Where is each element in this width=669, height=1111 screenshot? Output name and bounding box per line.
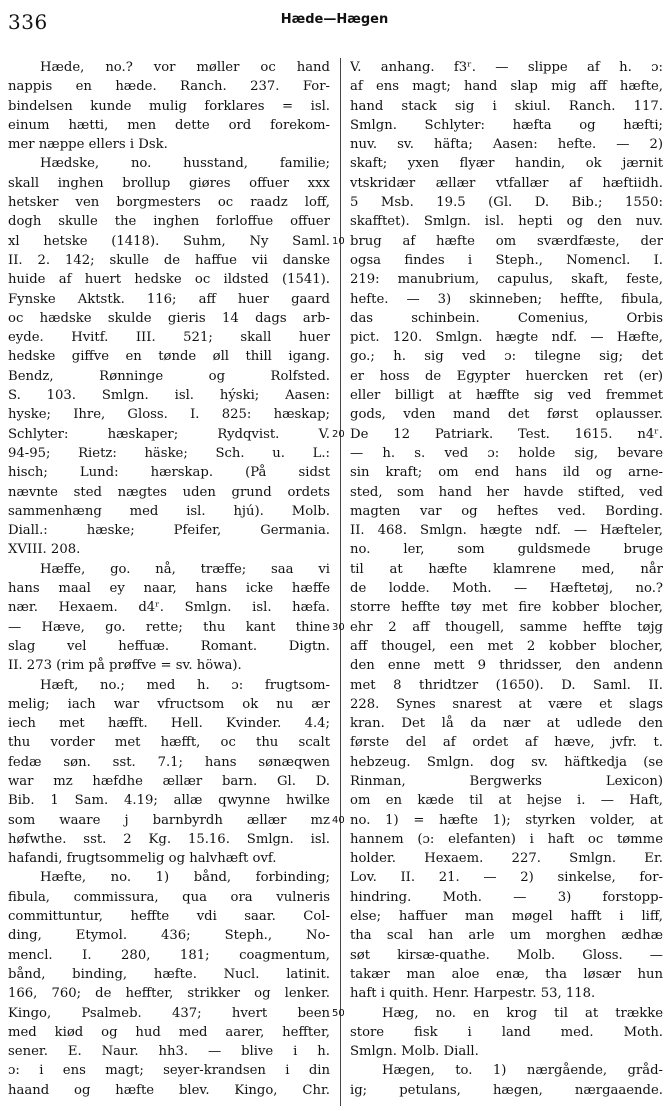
text-line: Hæg, no. en krog til at trække (382, 1005, 663, 1021)
text-line: ig; petulans, hægen, nærgaaende. (350, 1082, 663, 1098)
text-line: einum hætti, men dette ord forekom- (8, 117, 330, 133)
text-line: Hæft, no.; med h. ɔ: frugtsom- (40, 677, 330, 693)
text-line: Lov. II. 21. — 2) sinkelse, for- (350, 870, 663, 886)
text-line: hindring. Moth. — 3) forstopp- (350, 889, 663, 905)
text-line: sener. E. Naur. hh3. — blive i h. (8, 1044, 330, 1060)
text-line: hebzeug. Smlgn. dog sv. häftkedja (se (350, 754, 663, 770)
text-line: fibula, commissura, qua ora vulneris (8, 889, 330, 905)
text-line: skall inghen brollup giøres offuer xxx (8, 175, 330, 191)
text-line: Bib. 1 Sam. 4.19; allæ qwynne hwilke (8, 793, 330, 809)
text-line: vtskridær ællær vtfallær af hæftiidh. (350, 175, 663, 191)
text-line: eyde. Hvitf. III. 521; skall huer (8, 330, 330, 346)
text-line: den enne mett 9 thridsser, den andenn (350, 658, 663, 674)
text-line: tha scal han arle um morghen ædhæ (350, 928, 663, 944)
text-line: hetsker ven borgmesters oc raadz loff, (8, 195, 330, 211)
text-line: haft i quith. Henr. Harpestr. 53, 118. (350, 986, 596, 1002)
text-line: takær man aloe enæ, tha løsær hun (350, 966, 663, 982)
text-line: II. 2. 142; skulle de haffue vii danske (8, 252, 330, 268)
text-line: Smlgn. Schlyter: hæfta og hæfti; (350, 117, 663, 133)
text-line: fedæ søn. sst. 7.1; hans sønæqwen (8, 754, 330, 770)
text-line: nuv. sv. häfta; Aasen: hefte. — 2) (350, 137, 663, 153)
line-number: 10 (332, 235, 345, 247)
text-line: Hægen, to. 1) nærgående, gråd- (382, 1063, 663, 1079)
text-line: høfwthe. sst. 2 Kg. 15.16. Smlgn. isl. (8, 831, 330, 847)
text-line: Rinman, Bergwerks Lexicon) (350, 773, 663, 789)
text-line: store fisk i land med. Moth. (350, 1024, 663, 1040)
running-head: Hæde—Hægen (280, 12, 389, 27)
text-line: ɔ: i ens magt; seyer-krandsen i din (8, 1063, 330, 1079)
text-line: Bendz, Rønninge og Rolfsted. (8, 368, 330, 384)
text-line: Hæfte, no. 1) bånd, forbinding; (40, 870, 330, 886)
text-line: bindelsen kunde mulig forklares = isl. (8, 98, 330, 114)
text-line: er hoss de Egypter huercken ret (er) (350, 368, 663, 384)
text-line: eller billigt at hæffte sig ved fremmet (350, 388, 663, 404)
text-line: sin kraft; om end hans ild og arne- (350, 465, 663, 481)
text-line: aff thougel, een met 2 kobber blocher, (350, 638, 663, 654)
text-line: no. 1) = hæfte 1); styrken volder, at (350, 812, 663, 828)
text-line: hans maal ey naar, hans icke hæffe (8, 581, 330, 597)
text-line: hand stack sig i skiul. Ranch. 117. (350, 98, 663, 114)
text-line: mencl. I. 280, 181; coagmentum, (8, 947, 330, 963)
line-number: 40 (332, 814, 345, 826)
text-line: met 8 thridtzer (1650). D. Saml. II. (350, 677, 663, 693)
text-line: nappis en hæde. Ranch. 237. For- (8, 79, 330, 95)
line-number: 20 (332, 428, 345, 440)
text-line: XVIII. 208. (8, 542, 81, 558)
text-line: ehr 2 aff thougell, samme heffte tøjg (350, 619, 663, 635)
column-rule (340, 58, 341, 1106)
text-line: thu vorder met hæfft, oc thu scalt (8, 735, 330, 751)
text-line: storre heffte tøy met fire kobber blocher, (350, 600, 663, 616)
text-line: Hædske, no. husstand, familie; (40, 156, 330, 172)
text-line: hannem (ɔ: elefanten) i haft oc tømme (350, 831, 663, 847)
text-line: Kingo, Psalmeb. 437; hvert been (8, 1005, 330, 1021)
text-line: V. anhang. f3ʳ. — slippe af h. ɔ: (350, 60, 663, 75)
text-line: Smlgn. Molb. Diall. (350, 1044, 479, 1060)
text-line: hafandi, frugtsommelig og halvhæft ovf. (8, 851, 277, 867)
text-line: S. 103. Smlgn. isl. hýski; Aasen: (8, 388, 330, 404)
text-line: das schinbein. Comenius, Orbis (350, 310, 663, 326)
text-line: skafftet). Smlgn. isl. hepti og den nuv. (350, 214, 663, 230)
text-line: med kiød og hud med aarer, heffter, (8, 1024, 330, 1040)
text-line: sammenhæng med isl. hjú). Molb. (8, 503, 330, 519)
text-line: else; haffuer man møgel hafft i liff, (350, 909, 663, 925)
text-line: pict. 120. Smlgn. hægte ndf. — Hæfte, (350, 330, 663, 346)
text-line: dogh skulle the inghen forloffue offuer (8, 214, 330, 230)
text-line: 5 Msb. 19.5 (Gl. D. Bib.; 1550: (350, 195, 663, 211)
text-line: Fynske Aktstk. 116; aff huer gaard (8, 291, 330, 307)
text-line: melig; iach war vfructsom ok nu ær (8, 696, 330, 712)
text-line: som waare j barnbyrdh ællær mz (8, 812, 330, 828)
text-line: war mz hæfdhe ællær barn. Gl. D. (8, 773, 330, 789)
text-line: hedske giffve en tønde øll thill igang. (8, 349, 330, 365)
text-line: Schlyter: hæskaper; Rydqvist. V. (8, 426, 330, 442)
text-line: ogsa findes i Steph., Nomencl. I. (350, 252, 663, 268)
text-line: huide af huert hedske oc ildsted (1541). (8, 272, 330, 288)
text-line: til at hæfte klamrene med, når (350, 561, 663, 577)
text-line: brug af hæfte om sværdfæste, der (350, 233, 663, 249)
text-line: — h. s. ved ɔ: holde sig, bevare (350, 445, 663, 461)
text-line: om en kæde til at hejse i. — Haft, (350, 793, 663, 809)
text-line: hefte. — 3) skinneben; heffte, fibula, (350, 291, 663, 307)
text-line: slag vel heffuæ. Romant. Digtn. (8, 638, 330, 654)
text-line: Hæde, no.? vor møller oc hand (40, 60, 330, 75)
text-line: hyske; Ihre, Gloss. I. 825: hæskap; (8, 407, 330, 423)
text-line: magten var og heftes ved. Bording. (350, 503, 663, 519)
text-line: De 12 Patriark. Test. 1615. n4ʳ. (350, 426, 663, 442)
text-line: no. ler, som guldsmede bruge (350, 542, 663, 558)
text-line: Hæffe, go. nå, træffe; saa vi (40, 561, 330, 577)
page-number: 336 (8, 10, 48, 34)
text-line: 228. Synes snarest at være et slags (350, 696, 663, 712)
text-line: oc hædske skulde gieris 14 dags arb- (8, 310, 330, 326)
line-number: 30 (332, 621, 345, 633)
text-line: 219: manubrium, capulus, skaft, feste, (350, 272, 663, 288)
text-line: Diall.: hæske; Pfeifer, Germania. (8, 523, 330, 539)
text-line: II. 468. Smlgn. hægte ndf. — Hæfteler, (350, 523, 663, 539)
text-line: committuntur, heffte vdi saar. Col- (8, 909, 330, 925)
text-line: xl hetske (1418). Suhm, Ny Saml. (8, 233, 330, 249)
text-line: af ens magt; hand slap mig aff hæfte, (350, 79, 663, 95)
text-line: 166, 760; de heffter, strikker og lenker. (8, 986, 330, 1002)
text-line: de lodde. Moth. — Hæftetøj, no.? (350, 581, 663, 597)
text-line: holder. Hexaem. 227. Smlgn. Er. (350, 851, 663, 867)
text-line: II. 273 (rim på prøffve = sv. höwa). (8, 658, 242, 674)
text-line: 94-95; Rietz: häske; Sch. u. L.: (8, 445, 330, 461)
text-line: mer næppe ellers i Dsk. (8, 137, 168, 153)
text-line: go.; h. sig ved ɔ: tilegne sig; det (350, 349, 663, 365)
text-line: nær. Hexaem. d4ʳ. Smlgn. isl. hæfa. (8, 600, 330, 616)
text-line: gods, vden mand det først oplausser. (350, 407, 663, 423)
left-column (8, 58, 330, 1108)
text-line: bånd, binding, hæfte. Nucl. latinit. (8, 966, 330, 982)
right-column (350, 58, 663, 1108)
text-line: — Hæve, go. rette; thu kant thine (8, 619, 330, 635)
text-line: haand og hæfte blev. Kingo, Chr. (8, 1082, 330, 1098)
text-line: hisch; Lund: hærskap. (På sidst (8, 465, 330, 481)
text-line: skaft; yxen flyær handin, ok jærnit (350, 156, 663, 172)
text-line: første del af ordet af hæve, jvfr. t. (350, 735, 663, 751)
text-line: sted, som hand her havde stifted, ved (350, 484, 663, 500)
text-line: kran. Det lå da nær at udlede den (350, 716, 663, 732)
text-line: ding, Etymol. 436; Steph., No- (8, 928, 330, 944)
text-line: nævnte sted nægtes uden grund ordets (8, 484, 330, 500)
line-number: 50 (332, 1007, 345, 1019)
text-line: søt kirsæ-quathe. Molb. Gloss. — (350, 947, 663, 963)
text-line: iech met hæfft. Hell. Kvinder. 4.4; (8, 716, 330, 732)
